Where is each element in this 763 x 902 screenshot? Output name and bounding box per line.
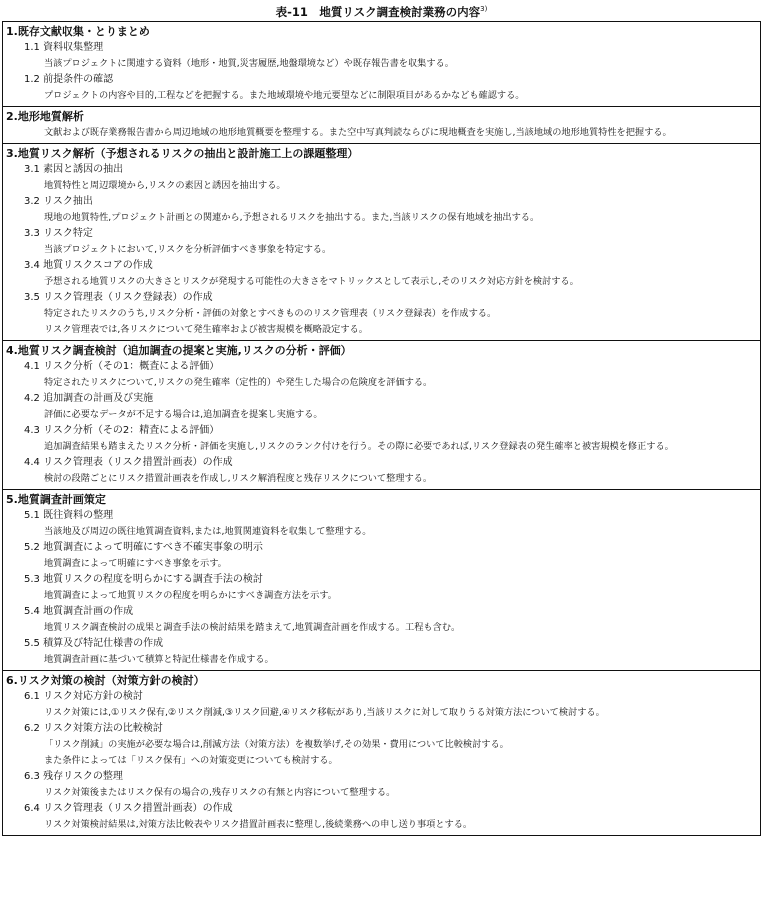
item-description: 特定されたリスクのうち,リスク分析・評価の対象とすべきもののリスク管理表（リスク登録表）を作成する。: [44, 308, 497, 319]
item-title: 5.2 地質調査によって明確にすべき不確実事象の明示: [24, 542, 263, 553]
item-description: 現地の地質特性,プロジェクト計画との関連から,予想されるリスクを抽出する。また,当該リスクの保有地域を抽出する。: [44, 212, 540, 223]
item-description: 検討の段階ごとにリスク措置計画表を作成し,リスク解消程度と残存リスクについて整理する。: [44, 473, 433, 484]
item-title: 3.1 素因と誘因の抽出: [24, 164, 124, 175]
item-description: リスク対策には,①リスク保有,②リスク削減,③リスク回避,④リスク移転があり,当該リスクに対して取りうる対策方法について検討する。: [44, 707, 605, 718]
item-description: プロジェクトの内容や目的,工程などを把握する。また地域環境や地元要望などに制限項目があるかなども確認する。: [44, 90, 525, 101]
section-1: [3, 22, 760, 106]
section-title: 3.地質リスク解析（予想されるリスクの抽出と設計施工上の課題整理）: [6, 147, 359, 160]
item-description: 特定されたリスクについて,リスクの発生確率（定性的）や発生した場合の危険度を評価する。: [44, 377, 433, 388]
item-title: 5.4 地質調査計画の作成: [24, 606, 134, 617]
item-description: 当該プロジェクトにおいて,リスクを分析評価すべき事象を特定する。: [44, 244, 332, 255]
item-description: 追加調査結果も踏まえたリスク分析・評価を実施し,リスクのランク付けを行う。その際に必要であれば,リスク登録表の発生確率と被害規模を修正する。: [44, 441, 674, 452]
section-4: [3, 340, 760, 489]
section-5: [3, 489, 760, 670]
item-description: 地質特性と周辺環境から,リスクの素因と誘因を抽出する。: [44, 180, 286, 191]
item-description: 地質調査計画に基づいて積算と特記仕様書を作成する。: [44, 654, 274, 665]
section-title: 4.地質リスク調査検討（追加調査の提案と実施,リスクの分析・評価）: [6, 344, 352, 357]
item-title: 3.2 リスク抽出: [24, 196, 93, 207]
item-title: 6.2 リスク対策方法の比較検討: [24, 723, 163, 734]
item-title: 4.3 リスク分析（その2：精査による評価）: [24, 425, 220, 436]
item-title: 5.5 積算及び特記仕様書の作成: [24, 638, 164, 649]
item-description: リスク対策検討結果は,対策方法比較表やリスク措置計画表に整理し,後続業務への申し送り事項とする。: [44, 819, 473, 830]
item-title: 4.1 リスク分析（その1：概査による評価）: [24, 361, 220, 372]
item-description: リスク対策後またはリスク保有の場合の,残存リスクの有無と内容について整理する。: [44, 787, 396, 798]
item-title: 4.2 追加調査の計画及び実施: [24, 393, 154, 404]
item-title: 1.2 前提条件の確認: [24, 74, 114, 85]
item-description: 当該地及び周辺の既往地質調査資料,または,地質関連資料を収集して整理する。: [44, 526, 372, 537]
section-title: 1.既存文献収集・とりまとめ: [6, 25, 150, 38]
item-description: 地質リスク調査検討の成果と調査手法の検討結果を踏まえて,地質調査計画を作成する。工程も含む。: [44, 622, 461, 633]
section-description: 文献および既存業務報告書から周辺地域の地形地質概要を整理する。また空中写真判読ならびに現地概査を実施し,当該地域の地形地質特性を把握する。: [44, 127, 672, 138]
item-description: 評価に必要なデータが不足する場合は,追加調査を提案し実施する。: [44, 409, 323, 420]
table-caption: [0, 0, 763, 22]
item-description: 地質調査によって地質リスクの程度を明らかにすべき調査方法を示す。: [44, 590, 337, 601]
item-title: 3.5 リスク管理表（リスク登録表）の作成: [24, 292, 213, 303]
item-description: リスク管理表では,各リスクについて発生確率および被害規模を概略設定する。: [44, 324, 368, 335]
item-title: 3.3 リスク特定: [24, 228, 93, 239]
item-description: 「リスク削減」の実施が必要な場合は,削減方法（対策方法）を複数挙げ,その効果・費用について比較検討する。: [44, 739, 509, 750]
item-title: 3.4 地質リスクスコアの作成: [24, 260, 153, 271]
caption-reference: 3): [480, 5, 488, 13]
caption-title: 表-11 地質リスク調査検討業務の内容: [275, 5, 481, 19]
section-title: 2.地形地質解析: [6, 110, 84, 123]
section-6: [3, 670, 760, 835]
item-title: 6.4 リスク管理表（リスク措置計画表）の作成: [24, 803, 233, 814]
section-3: [3, 143, 760, 340]
item-description: 当該プロジェクトに関連する資料（地形・地質,災害履歴,地盤環境など）や既存報告書を収集する。: [44, 58, 454, 69]
section-title: 6.リスク対策の検討（対策方針の検討）: [6, 674, 205, 687]
item-title: 6.3 残存リスクの整理: [24, 771, 123, 782]
item-title: 5.1 既往資料の整理: [24, 510, 114, 521]
item-description: 地質調査によって明確にすべき事象を示す。: [44, 558, 227, 569]
item-description: 予想される地質リスクの大きさとリスクが発現する可能性の大きさをマトリックスとして表示し,そのリスク対応方針を検討する。: [44, 276, 579, 287]
item-title: 4.4 リスク管理表（リスク措置計画表）の作成: [24, 457, 233, 468]
item-title: 1.1 資料収集整理: [24, 42, 104, 53]
section-2: [3, 106, 760, 143]
section-title: 5.地質調査計画策定: [6, 493, 106, 506]
content-table: [2, 21, 761, 836]
item-title: 5.3 地質リスクの程度を明らかにする調査手法の検討: [24, 574, 263, 585]
item-title: 6.1 リスク対応方針の検討: [24, 691, 143, 702]
item-description: また条件によっては「リスク保有」への対策変更についても検討する。: [44, 755, 338, 766]
